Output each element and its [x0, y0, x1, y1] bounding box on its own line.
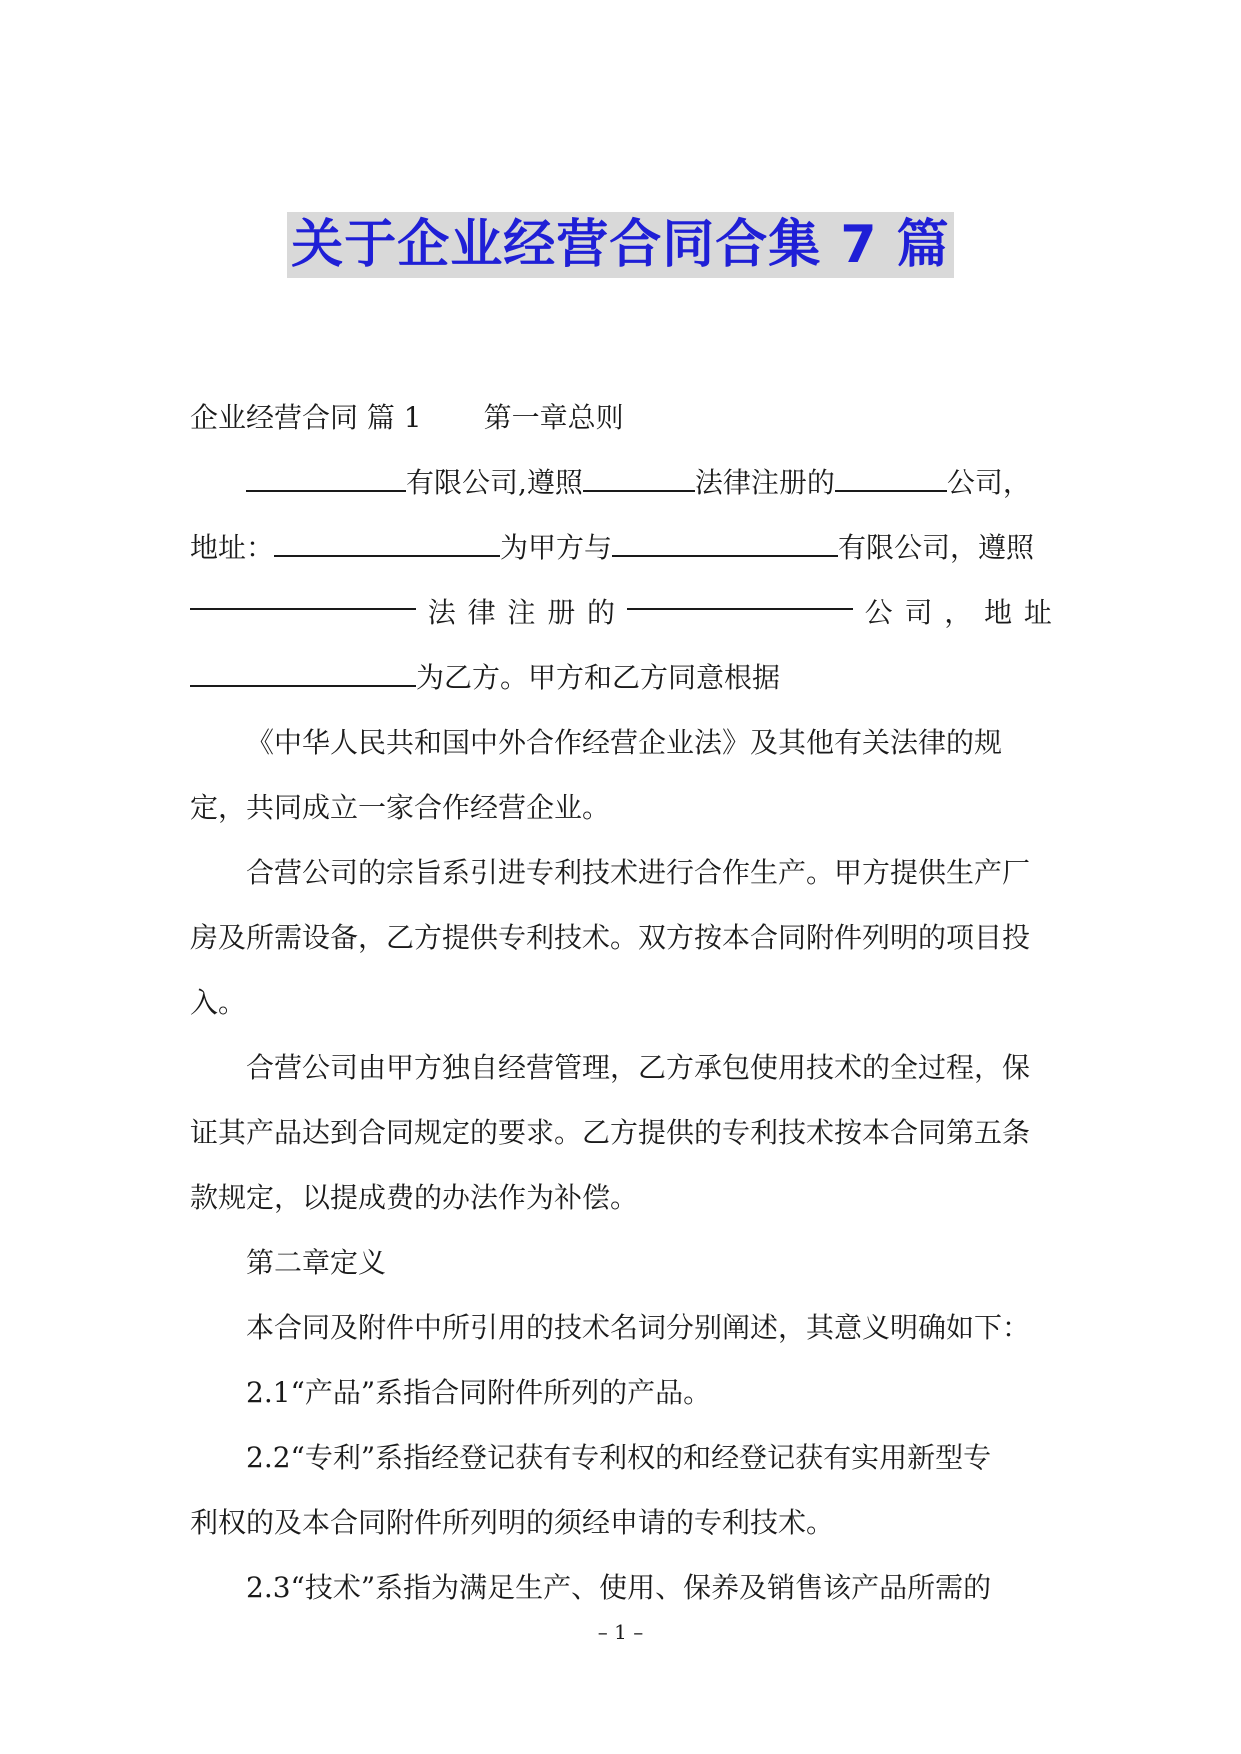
definition-line: 2.2“专利”系指经登记获有专利权的和经登记获有实用新型专 — [246, 1441, 992, 1474]
paragraph-line: 房及所需设备，乙方提供专利技术。双方按本合同附件列明的项目投 — [190, 921, 1031, 954]
paragraph-line: 合营公司的宗旨系引进专利技术进行合作生产。甲方提供生产厂 — [246, 856, 1031, 889]
text-run: 法 — [427, 596, 456, 629]
paragraph-line: 合营公司由甲方独自经营管理，乙方承包使用技术的全过程，保 — [246, 1051, 1031, 1084]
text-run: 址 — [1023, 596, 1052, 629]
blank-field — [190, 657, 416, 687]
chapter-label: 第一章总则 — [483, 401, 624, 434]
parties-line-1 — [190, 450, 1052, 515]
text-run: 注 — [507, 596, 536, 629]
text-run: 公 — [864, 596, 893, 629]
text-run: 有限公司,遵照 — [406, 466, 583, 499]
chapter-heading: 第二章定义 — [246, 1246, 387, 1279]
text-run: 册 — [547, 596, 576, 629]
page-number: – 1 – — [597, 1620, 644, 1644]
text-run: 律 — [467, 596, 496, 629]
paragraph-line: 证其产品达到合同规定的要求。乙方提供的专利技术按本合同第五条 — [190, 1116, 1031, 1149]
parties-line-4 — [190, 645, 1052, 710]
text-run: 地 — [984, 596, 1013, 629]
paragraph-line: 定，共同成立一家合作经营企业。 — [190, 791, 611, 824]
text-run: 司 — [904, 596, 933, 629]
paragraph-line: 款规定，以提成费的办法作为补偿。 — [190, 1181, 639, 1214]
definition-line: 2.1“产品”系指合同附件所列的产品。 — [246, 1376, 712, 1409]
blank-field — [190, 580, 416, 610]
definition-line: 利权的及本合同附件所列明的须经申请的专利技术。 — [190, 1506, 835, 1539]
text-run: 为乙方。甲方和乙方同意根据 — [416, 661, 781, 694]
part-label: 企业经营合同 篇 1 — [190, 401, 422, 434]
text-run: 地址： — [190, 531, 275, 564]
blank-field — [835, 462, 947, 492]
blank-field — [612, 527, 838, 557]
blank-field — [627, 580, 853, 610]
text-run: 有限公司，遵照 — [838, 531, 1035, 564]
title-wrap — [0, 212, 1241, 278]
text-run: 的 — [587, 596, 616, 629]
paragraph-line: 入。 — [190, 986, 247, 1019]
paragraph-line: 《中华人民共和国中外合作经营企业法》及其他有关法律的规 — [246, 726, 1003, 759]
parties-line-2 — [190, 515, 1052, 580]
definition-line: 2.3“技术”系指为满足生产、使用、保养及销售该产品所需的 — [246, 1571, 992, 1604]
section-heading — [190, 385, 1052, 450]
document-body — [190, 385, 1052, 1620]
blank-field — [274, 527, 500, 557]
parties-line-3 — [190, 580, 1052, 645]
blank-field — [583, 462, 695, 492]
text-run: 为甲方与 — [500, 531, 613, 564]
text-run: ， — [944, 596, 973, 629]
document-title: 关于企业经营合同合集 7 篇 — [287, 212, 953, 278]
text-run: 公司， — [946, 466, 1031, 499]
blank-field — [246, 462, 406, 492]
text-run: 法律注册的 — [694, 466, 835, 499]
paragraph-line: 本合同及附件中所引用的技术名词分别阐述，其意义明确如下： — [246, 1311, 1031, 1344]
